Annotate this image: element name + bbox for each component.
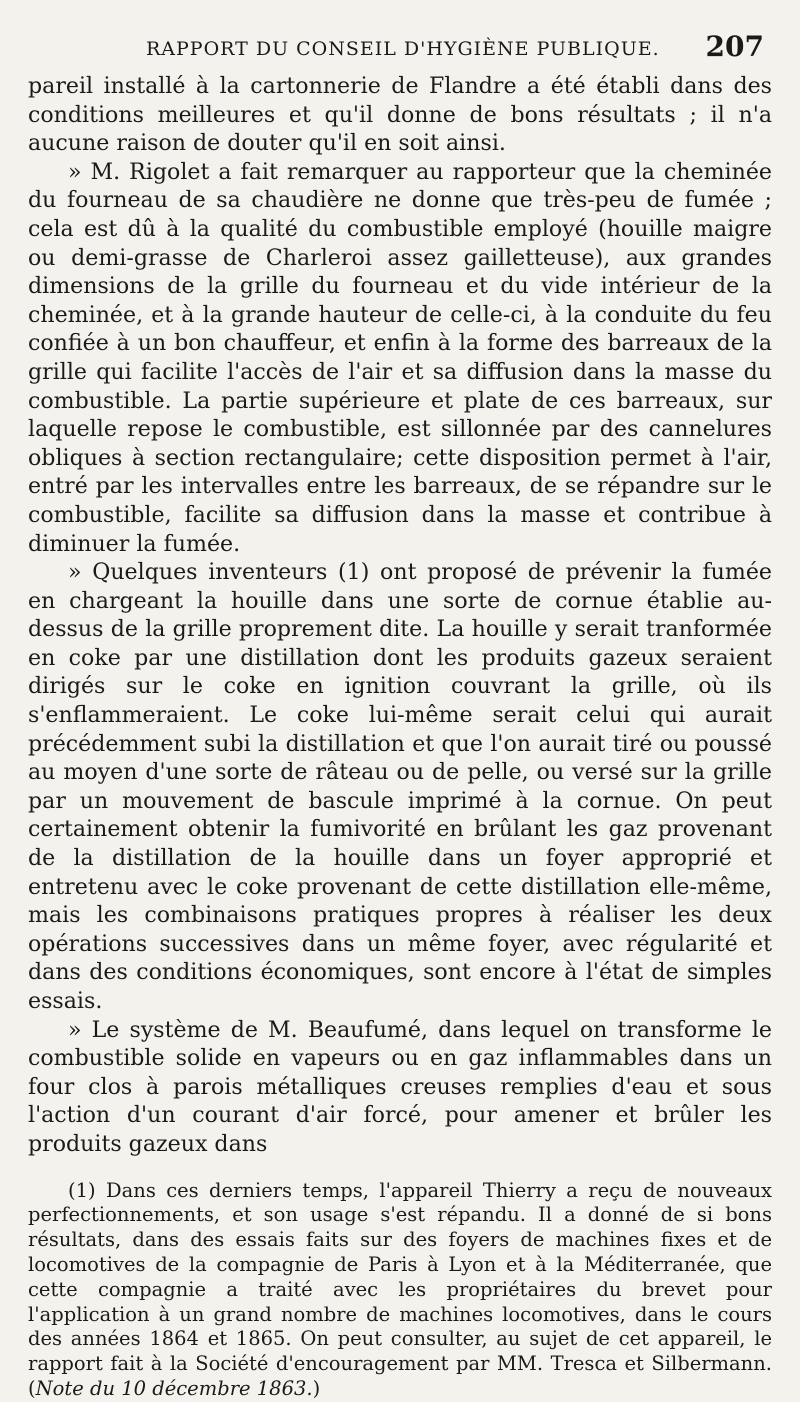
paragraph-rigolet: » M. Rigolet a fait remarquer au rapporteur que la cheminée du fourneau de sa chaudière ne donne que très-peu de fumée ; cela est dû à la qualité du combustible employé (houille maigre ou demi-grasse de Charleroi assez gailletteuse), aux grandes dimensions de la grille du fourneau et du vide intérieur de la cheminée, et à la grande hauteur de celle-ci, à la conduite du feu confiée à un bon chauffeur, et enfin à la forme des barreaux de la grille qui facilite l'accès de l'air et sa diffusion dans la masse du combustible. La partie supérieure et plate de ces barreaux, sur laquelle repose le combustible, est sillonnée par des cannelures obliques à section rectangulaire; cette disposition permet à l'air, entré par les intervalles entre les barreaux, de se répandre sur le combustible, facilite sa diffusion dans la masse et contribue à diminuer la fumée. <box>28 158 772 557</box>
paragraph-inventeurs: » Quelques inventeurs (1) ont proposé de prévenir la fumée en chargeant la houille dans une sorte de cornue établie au-dessus de la grille proprement dite. La houille y serait tranformée en coke par une distillation dont les produits gazeux seraient dirigés sur le coke en ignition couvrant la grille, où ils s'enflammeraient. Le coke lui-même serait celui qui aurait précédemment subi la distillation et que l'on aurait tiré ou poussé au moyen d'une sorte de râteau ou de pelle, ou versé sur la grille par un mouvement de bascule imprimé à la cornue. On peut certainement obtenir la fumivorité en brûlant les gaz provenant de la distillation de la houille dans un foyer approprié et entretenu avec le coke provenant de cette distillation elle-même, mais les combinaisons pratiques propres à réaliser les deux opérations successives dans un même foyer, avec régularité et dans des conditions économiques, sont encore à l'état de simples essais. <box>28 559 772 1014</box>
footnotes <box>28 1179 772 1402</box>
footnote-closing: ) <box>312 1376 321 1400</box>
paragraph-beaufume: » Le système de M. Beaufumé, dans lequel on transforme le combustible solide en vapeurs ou en gaz inflammables dans un four clos à parois métalliques creuses remplies d'eau et sous l'action d'un courant d'air forcé, pour amener et brûler les produits gazeux dans <box>28 1016 772 1157</box>
running-title: RAPPORT DU CONSEIL D'HYGIÈNE PUBLIQUE. <box>146 38 660 60</box>
running-head <box>28 28 772 72</box>
body-text <box>28 72 772 1159</box>
page-number: 207 <box>705 30 764 63</box>
footnote-text: (1) Dans ces derniers temps, l'appareil Thierry a reçu de nouveaux perfectionnements, et son usage s'est répandu. Il a donné de si bons résultats, dans des essais faits sur des foyers de machines fixes et de locomotives de la compagnie de Paris à Lyon et à la Méditerranée, que cette compagnie a traité avec les propriétaires du brevet pour l'application à un grand nombre de machines locomotives, dans le cours des années 1864 et 1865. On peut consulter, au sujet de cet appareil, le rapport fait à la Société d'encouragement par MM. Tresca et Silbermann. ( <box>28 1178 772 1400</box>
footnote-1 <box>28 1179 772 1402</box>
paragraph-continued: pareil installé à la cartonnerie de Flandre a été établi dans des conditions meilleures et qu'il donne de bons résultats ; il n'a aucune raison de douter qu'il en soit ainsi. <box>28 73 772 157</box>
footnote-note-date: Note du 10 décembre 1863. <box>35 1376 313 1400</box>
book-page <box>28 28 772 1402</box>
